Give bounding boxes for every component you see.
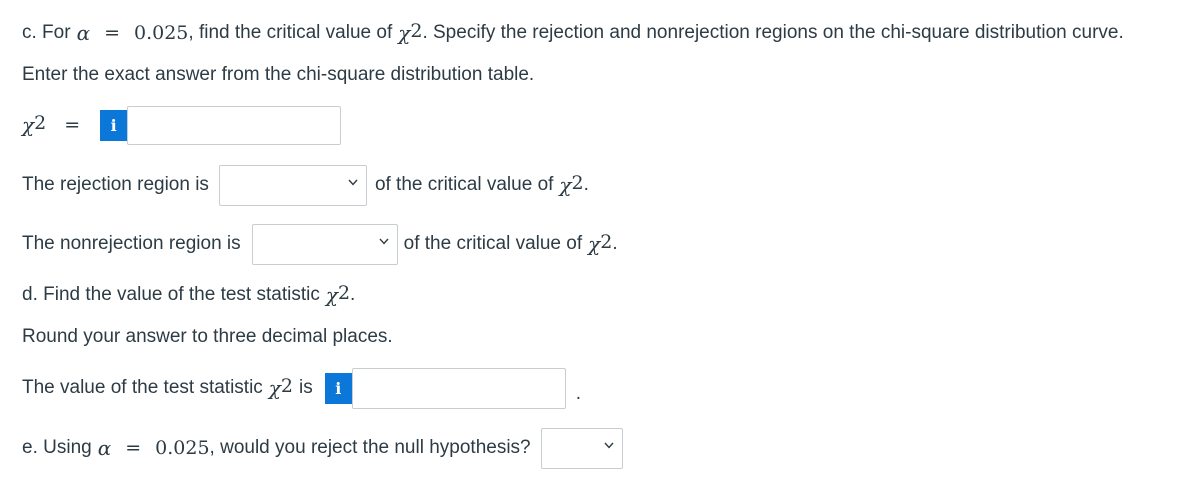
- trailing-period: .: [575, 383, 582, 404]
- info-icon[interactable]: [100, 110, 127, 141]
- info-label: i: [110, 115, 117, 135]
- nonrejection-suffix: of the critical value of: [403, 233, 583, 254]
- reject-null-select[interactable]: [541, 428, 623, 469]
- nonrejection-region-row: [22, 222, 618, 266]
- part-c-question: [22, 18, 1124, 48]
- part-e-prefix: e. Using: [22, 437, 92, 458]
- rejection-region-select[interactable]: [219, 165, 367, 206]
- chevron-down-icon: [348, 177, 358, 187]
- part-d-question: [22, 280, 355, 310]
- rejection-region-label: The rejection region is: [22, 174, 209, 195]
- period: .: [583, 174, 589, 195]
- chi-squared-exponent: 2: [280, 375, 294, 397]
- period: .: [350, 284, 356, 305]
- chevron-down-icon: [604, 440, 614, 450]
- critical-value-row: [22, 105, 341, 145]
- chevron-down-icon: [379, 236, 389, 246]
- chi-symbol: χ: [398, 21, 411, 45]
- part-c-find-text: , find the critical value of: [188, 22, 393, 43]
- nonrejection-region-select[interactable]: [252, 224, 398, 265]
- info-icon[interactable]: [325, 373, 352, 404]
- part-d-instruction: [22, 322, 393, 352]
- chi-squared-exponent: 2: [34, 112, 47, 134]
- chi-squared-exponent: 2: [571, 172, 584, 194]
- test-statistic-label: The value of the test statistic: [22, 377, 263, 398]
- part-e-question: [22, 426, 623, 470]
- chi-symbol: χ: [268, 376, 281, 400]
- chi-symbol: χ: [325, 283, 338, 307]
- rejection-region-row: [22, 163, 589, 207]
- part-c-instruction: [22, 60, 534, 90]
- equals-sign: =: [64, 114, 81, 136]
- alpha-value: 0.025: [155, 437, 210, 459]
- part-e-question-text: , would you reject the null hypothesis?: [209, 437, 531, 458]
- chi-symbol: χ: [588, 232, 601, 256]
- chi-squared-exponent: 2: [337, 282, 351, 304]
- part-c-prefix: c. For: [22, 22, 71, 43]
- part-c-specify-text: . Specify the rejection and nonrejection regions on the chi-square distribution curve.: [422, 22, 1124, 43]
- chi-symbol: χ: [559, 173, 572, 197]
- alpha-value: 0.025: [134, 22, 189, 44]
- critical-value-input[interactable]: [127, 106, 341, 145]
- alpha-symbol: α: [76, 21, 91, 45]
- part-d-prefix: d. Find the value of the test statistic: [22, 284, 320, 305]
- instruction-text: Enter the exact answer from the chi-square distribution table.: [22, 64, 535, 85]
- chi-symbol: χ: [22, 113, 35, 137]
- rejection-suffix: of the critical value of: [374, 174, 554, 195]
- equals-sign: =: [104, 22, 120, 44]
- test-statistic-row: [22, 367, 581, 409]
- chi-squared-exponent: 2: [600, 231, 613, 253]
- alpha-symbol: α: [97, 436, 112, 460]
- info-label: i: [335, 378, 342, 398]
- chi-squared-exponent: 2: [410, 20, 423, 42]
- period: .: [612, 233, 618, 254]
- rounding-instruction: Round your answer to three decimal places.: [22, 326, 393, 347]
- equals-sign: =: [125, 437, 142, 459]
- test-statistic-input[interactable]: [352, 368, 566, 409]
- is-text: is: [299, 377, 313, 398]
- nonrejection-region-label: The nonrejection region is: [22, 233, 241, 254]
